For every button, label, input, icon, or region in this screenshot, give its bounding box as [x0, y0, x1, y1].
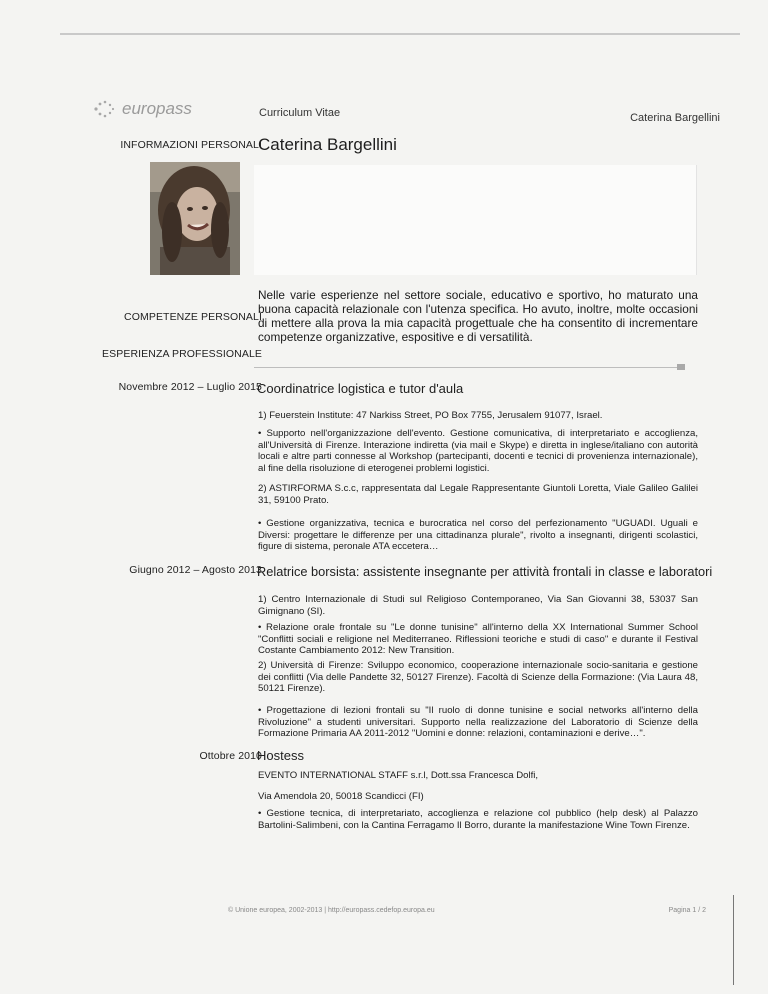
experience-role: Relatrice borsista: assistente insegnante per attività frontali in classe e laboratori	[257, 564, 713, 579]
section-divider	[254, 367, 682, 368]
scan-edge-line	[733, 895, 734, 985]
europass-logo	[92, 99, 192, 119]
experience-paragraph: • Relazione orale frontale su "Le donne tunisine" all'interno della XX International Summer School "Conflitti sociali e religione nel Mediterraneo. Riflessioni teoriche e studi di caso" e durante il Festival Costante Cambiamento 2012: New Transition.	[258, 622, 698, 657]
experience-paragraph: 1) Feuerstein Institute: 47 Narkiss Street, PO Box 7755, Jerusalem 91077, Israel.	[258, 410, 603, 421]
experience-paragraph: 1) Centro Internazionale di Studi sul Religioso Contemporaneo, Via San Giovanni 38, 53037 San Gimignano (SI).	[258, 594, 698, 617]
experience-paragraph: EVENTO INTERNATIONAL STAFF s.r.l, Dott.ssa Francesca Dolfi,	[258, 770, 539, 781]
personal-details-redacted-area	[254, 165, 697, 275]
scan-top-border	[60, 33, 740, 35]
section-label-skills: COMPETENZE PERSONALI	[124, 311, 262, 323]
candidate-name: Caterina Bargellini	[258, 135, 397, 154]
experience-paragraph: • Gestione tecnica, di interpretariato, accoglienza e relazione col pubblico (help desk) al Palazzo Bartolini-Salimbeni, con la Cantina Ferragamo Il Borro, durante la manifestazione Wine Town Firenze.	[258, 808, 698, 831]
profile-photo-image	[150, 162, 240, 275]
experience-paragraph: 2) ASTIRFORMA S.c.c, rappresentata dal Legale Rappresentante Giuntoli Loretta, Viale Galileo Galilei 31, 59100 Prato.	[258, 483, 698, 506]
section-label-experience: ESPERIENZA PROFESSIONALE	[102, 348, 262, 360]
experience-paragraph: • Gestione organizzativa, tecnica e burocratica nel corso del perfezionamento "UGUADI. Uguali e Diversi: progettare le differenze per una cittadinanza plurale", rivolto a insegnanti, dirigenti scolastici, figure di sistema, peronale ATA eccetera…	[258, 518, 698, 553]
experience-dates: Giugno 2012 – Agosto 2013	[129, 564, 262, 576]
page-number: Pagina 1 / 2	[668, 907, 706, 914]
footer-copyright: © Unione europea, 2002-2013 | http://europass.cedefop.europa.eu	[228, 907, 435, 914]
experience-role: Coordinatrice logistica e tutor d'aula	[257, 381, 464, 396]
skills-description: Nelle varie esperienze nel settore sociale, educativo e sportivo, ho maturato una buona capacità relazionale con l'utenza specifica. Ho avuto, inoltre, molte occasioni di mettere alla prova la mia capacità progettuale che ha consentito di incrementare competenze organizzative, espositive e di versatilità.	[258, 288, 698, 344]
experience-dates: Novembre 2012 – Luglio 2015	[118, 381, 262, 393]
header-name: Caterina Bargellini	[630, 112, 720, 124]
experience-dates: Ottobre 2010	[199, 750, 262, 762]
europass-logo-text: europass	[122, 99, 192, 118]
experience-paragraph: • Supporto nell'organizzazione dell'evento. Gestione comunicativa, di interpretariato e accoglienza, all'Università di Firenze. Interazione indiretta (via mail e Skype) e diretta in inglese/italiano con autorità locali e altre parti connesse al Workshop (partecipanti, docenti e tecnici di provenienza internazionale), al fine della risoluzione di eterogenei problemi logistici.	[258, 428, 698, 474]
profile-photo	[150, 162, 240, 275]
europass-stars-icon	[92, 99, 118, 119]
document-title: Curriculum Vitae	[259, 107, 341, 119]
section-label-personal-info: INFORMAZIONI PERSONALI	[120, 139, 262, 151]
experience-paragraph: Via Amendola 20, 50018 Scandicci (FI)	[258, 791, 424, 802]
experience-paragraph: 2) Università di Firenze: Sviluppo economico, cooperazione internazionale socio-sanitaria e gestione dei conflitti (Via delle Pandette 32, 50127 Firenze). Facoltà di Scienze della Formazione: (Via Laura 48, 50121 Firenze).	[258, 660, 698, 695]
section-divider-marker	[677, 364, 685, 370]
experience-paragraph: • Progettazione di lezioni frontali su "Il ruolo di donne tunisine e social networks all'interno della Rivoluzione" a studenti universitari. Supporto nella realizzazione del Laboratorio di Scienze della Formazione Primaria AA 2011-2012 "Uomini e donne: relazioni, contaminazioni e derive…".	[258, 705, 698, 740]
experience-role: Hostess	[257, 748, 304, 763]
